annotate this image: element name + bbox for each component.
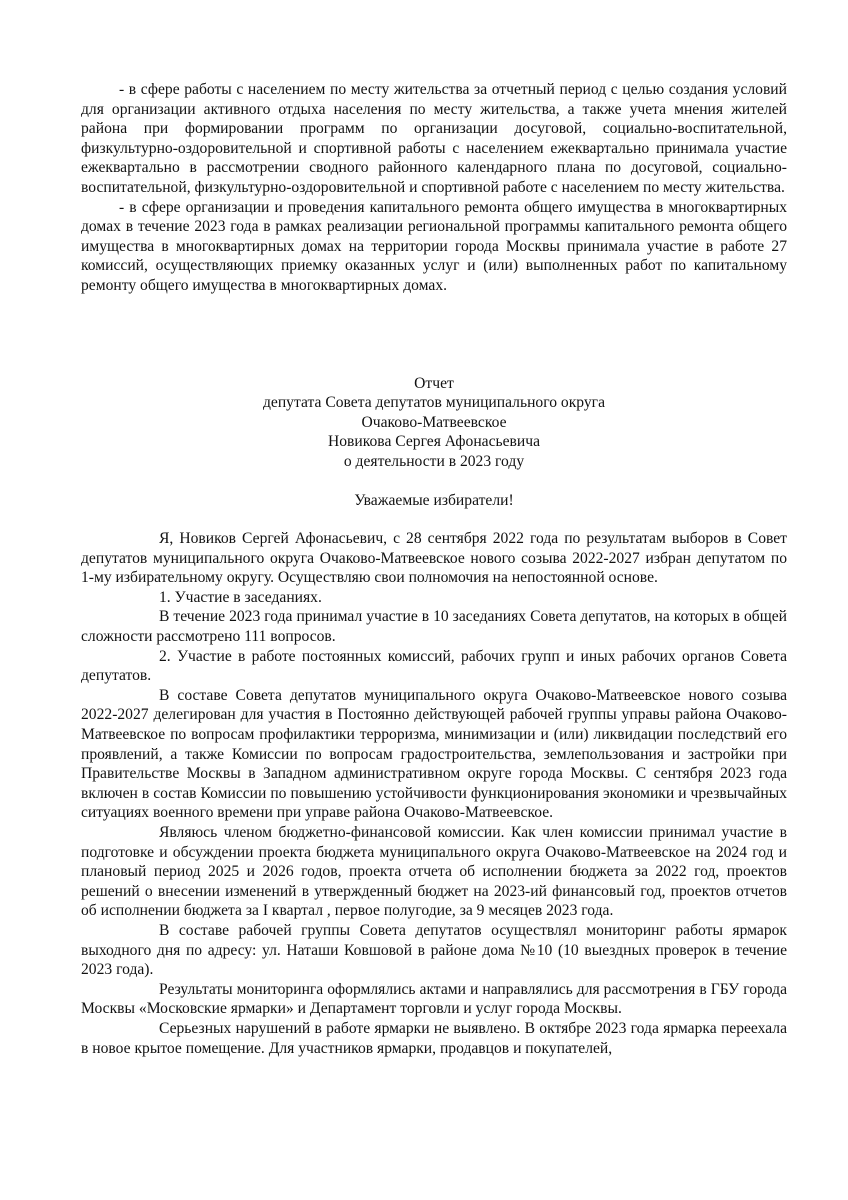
body-paragraph-working-groups: В составе Совета депутатов муниципального округа Очаково-Матвеевское нового созыва 2022-2027 делегирован для участия в Постоянно действующей рабочей группы управы района Очаково-Матвеевское по вопросам профилактики терроризма, минимизации и (или) ликвидации последствий его проявлений, а также Комиссии по вопросам градостроительства, землепользования и застройки при Правительстве Москвы в Западном административном округе города Москвы. С сентября 2023 года включен в состав Комиссии по повышению устойчивости функционирования экономики и чрезвычайных ситуациях военного времени при управе района Очаково-Матвеевское.: [81, 686, 787, 822]
greeting: Уважаемые избиратели!: [354, 491, 514, 509]
report-heading-district: Очаково-Матвеевское: [361, 413, 507, 431]
body-paragraph-meetings: В течение 2023 года принимал участие в 10 заседаниях Совета депутатов, на которых в общей сложности рассмотрено 111 вопросов.: [81, 608, 787, 646]
body-paragraph-intro: Я, Новиков Сергей Афонасьевич, с 28 сентября 2022 года по результатам выборов в Совет депутатов муниципального округа Очаково-Матвеевское нового созыва 2022-2027 избран депутатом по 1-му избирательному округу. Осуществляю свои полномочия на непостоянной основе.: [81, 530, 787, 587]
section-spacer: [81, 296, 787, 374]
body-paragraph-monitoring-results: Результаты мониторинга оформлялись актами и направлялись для рассмотрения в ГБУ города Москвы «Московские ярмарки» и Департамент торговли и услуг города Москвы.: [81, 980, 787, 1018]
body-paragraph-budget-commission: Являюсь членом бюджетно-финансовой комиссии. Как член комиссии принимал участие в подготовке и обсуждении проекта бюджета муниципального округа Очаково-Матвеевское на 2024 год и плановый период 2025 и 2026 годов, проекта отчета об исполнении бюджета за 2022 год, проектов решений о внесении изменений в утвержденный бюджет на 2023-ий финансовый год, проектов отчетов об исполнении бюджета за I квартал , первое полугодие, за 9 месяцев 2023 года.: [81, 824, 787, 920]
body-paragraph-fair-relocation: Серьезных нарушений в работе ярмарки не выявлено. В октябре 2023 года ярмарка переехала в новое крытое помещение. Для участников ярмарки, продавцов и покупателей,: [81, 1019, 787, 1057]
greeting-spacer: [81, 510, 787, 529]
heading-spacer: [81, 472, 787, 491]
report-heading-period: о деятельности в 2023 году: [343, 452, 525, 470]
document-page: [81, 80, 787, 1058]
intro-paragraph-residents: - в сфере работы с населением по месту жительства за отчетный период с целью создания условий для организации активного отдыха населения по месту жительства, а также учета мнения жителей района при формировании программ по организации досуговой, социально-воспитательной, физкультурно-оздоровительной и спортивной работы с населением ежеквартально принимала участие ежеквартально в рассмотрении сводного районного календарного плана по досуговой, социально-воспитательной, физкультурно-оздоровительной и спортивной работе с населением по месту жительства.: [81, 81, 787, 196]
body-paragraph-fair-monitoring: В составе рабочей группы Совета депутатов осуществлял мониторинг работы ярмарок выходного дня по адресу: ул. Наташи Ковшовой в районе дома №10 (10 выездных проверок в течение 2023 года).: [81, 921, 787, 979]
report-heading-deputy: депутата Совета депутатов муниципального округа: [262, 394, 605, 412]
report-heading-title: Отчет: [414, 374, 454, 392]
body-section-heading-meetings: 1. Участие в заседаниях.: [159, 588, 322, 606]
body-section-heading-commissions: 2. Участие в работе постоянных комиссий, рабочих групп и иных рабочих органов Совета депутатов.: [81, 647, 787, 685]
intro-paragraph-capital-repair: - в сфере организации и проведения капитального ремонта общего имущества в многоквартирных домах в течение 2023 года в рамках реализации региональной программы капитального ремонта общего имущества в многоквартирных домах на территории города Москвы принимала участие в работе 27 комиссий, осуществляющих приемку оказанных услуг и (или) выполненных работ по капитальному ремонту общего имущества в многоквартирных домах.: [81, 198, 787, 294]
report-heading: [81, 374, 787, 472]
report-heading-name: Новикова Сергея Афонасьевича: [327, 433, 541, 451]
